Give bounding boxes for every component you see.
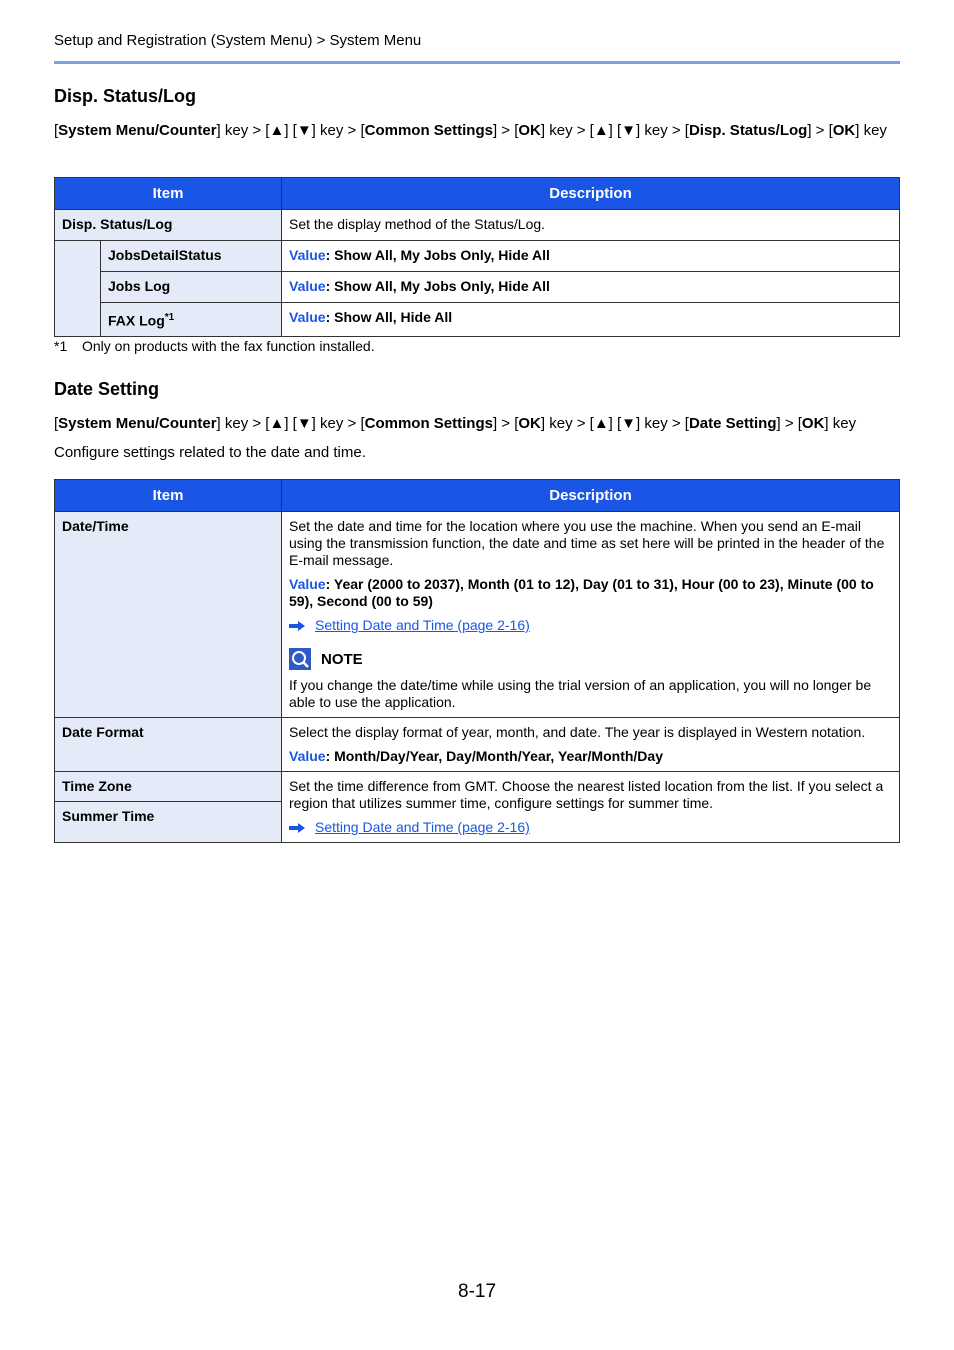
item-jobs-log: Jobs Log [101, 272, 282, 303]
item-date-time: Date/Time [55, 512, 282, 718]
menu-key-name: Disp. Status/Log [688, 122, 808, 139]
item-fax-log [101, 303, 282, 337]
desc-fax-log [282, 303, 900, 337]
menu-key-name: Common Settings [364, 122, 493, 139]
path-text: ] key > [▲] [▼] key > [ [216, 415, 365, 432]
menu-key-name: System Menu/Counter [58, 122, 217, 139]
column-header-description: Description [282, 178, 900, 210]
path-text: ] key > [▲] [▼] key > [ [540, 122, 689, 139]
indent-cell [55, 241, 101, 337]
value-label: Value [289, 576, 326, 592]
date-setting-table [54, 479, 900, 843]
value-label: Value [289, 278, 326, 294]
menu-key-name: OK [518, 122, 541, 139]
value-line [289, 748, 892, 765]
arrow-right-icon [289, 621, 305, 631]
menu-key-name: System Menu/Counter [58, 415, 217, 432]
fax-log-label: FAX Log [108, 312, 165, 329]
footnote-mark: *1 [54, 338, 68, 354]
breadcrumb: Setup and Registration (System Menu) > System Menu [54, 32, 422, 49]
footnote-text: Only on products with the fax function installed. [82, 338, 375, 354]
note-text: If you change the date/time while using the trial version of an application, you will no longer be able to use the application. [289, 677, 872, 710]
path-text: ] key > [▲] [▼] key > [ [216, 122, 365, 139]
item-jobs-detail-status: JobsDetailStatus [101, 241, 282, 272]
arrow-right-icon [289, 823, 305, 833]
desc-text: Set the date and time for the location where you use the machine. When you send an E-mail using the transmission function, the date and time as set here will be printed in the header of the E-mail message. [289, 518, 885, 568]
column-header-item: Item [55, 480, 282, 512]
path-text: ] > [ [776, 415, 802, 432]
header-rule [54, 61, 900, 64]
reference-line [289, 617, 892, 634]
menu-key-name: OK [518, 415, 541, 432]
value-text: : Month/Day/Year, Day/Month/Year, Year/Month/Day [325, 748, 663, 764]
value-text: : Show All, My Jobs Only, Hide All [325, 278, 550, 294]
desc-time-zone [282, 772, 900, 843]
note-title: NOTE [321, 650, 363, 668]
menu-key-name: Date Setting [688, 415, 777, 432]
value-text: : Show All, My Jobs Only, Hide All [325, 247, 550, 263]
footnote-ref: *1 [164, 312, 175, 323]
column-header-description: Description [282, 480, 900, 512]
note-icon [289, 648, 311, 670]
value-label: Value [289, 309, 326, 325]
section-title-disp-status-log: Disp. Status/Log [54, 86, 197, 106]
item-disp-status-log: Disp. Status/Log [55, 210, 282, 241]
note-heading [289, 648, 892, 670]
desc-date-time [282, 512, 900, 718]
value-text: : Year (2000 to 2037), Month (01 to 12), Day (01 to 31), Hour (00 to 23), Minute (00 to 59), Second (00 to 59) [289, 576, 874, 609]
page-number: 8-17 [458, 1281, 497, 1302]
value-label: Value [289, 748, 326, 764]
reference-line [289, 819, 892, 836]
menu-path-date-setting [54, 414, 900, 434]
link-setting-date-time[interactable]: Setting Date and Time (page 2-16) [315, 819, 530, 835]
item-summer-time: Summer Time [55, 802, 282, 843]
path-text: ] > [ [492, 122, 519, 139]
path-text: [ [54, 415, 59, 432]
desc-text: Set the time difference from GMT. Choose the nearest listed location from the list. If you select a region that utilizes summer time, configure settings for summer time. [289, 778, 884, 811]
item-date-format: Date Format [55, 718, 282, 772]
menu-key-name: Common Settings [364, 415, 493, 432]
desc-date-format [282, 718, 900, 772]
desc-text: Select the display format of year, month, and date. The year is displayed in Western notation. [289, 724, 866, 740]
desc-jobs-detail-status [282, 241, 900, 272]
path-text: ] > [ [807, 122, 833, 139]
section-intro: Configure settings related to the date and time. [54, 444, 366, 461]
value-text: : Show All, Hide All [325, 309, 453, 325]
path-text: ] > [ [492, 415, 519, 432]
disp-status-log-table [54, 177, 900, 337]
desc-disp-status-log: Set the display method of the Status/Log. [282, 210, 900, 241]
link-setting-date-time[interactable]: Setting Date and Time (page 2-16) [315, 617, 530, 633]
value-line [289, 576, 892, 610]
column-header-item: Item [55, 178, 282, 210]
path-text: [ [54, 122, 59, 139]
desc-jobs-log [282, 272, 900, 303]
footnote [54, 338, 375, 354]
path-text: ] key [855, 122, 887, 139]
menu-key-name: OK [801, 415, 825, 432]
path-text: ] key [824, 415, 857, 432]
value-label: Value [289, 247, 326, 263]
path-text: ] key > [▲] [▼] key > [ [540, 415, 689, 432]
item-time-zone: Time Zone [55, 772, 282, 802]
menu-key-name: OK [832, 122, 856, 139]
menu-path-disp-status-log [54, 121, 900, 141]
section-title-date-setting: Date Setting [54, 379, 160, 399]
